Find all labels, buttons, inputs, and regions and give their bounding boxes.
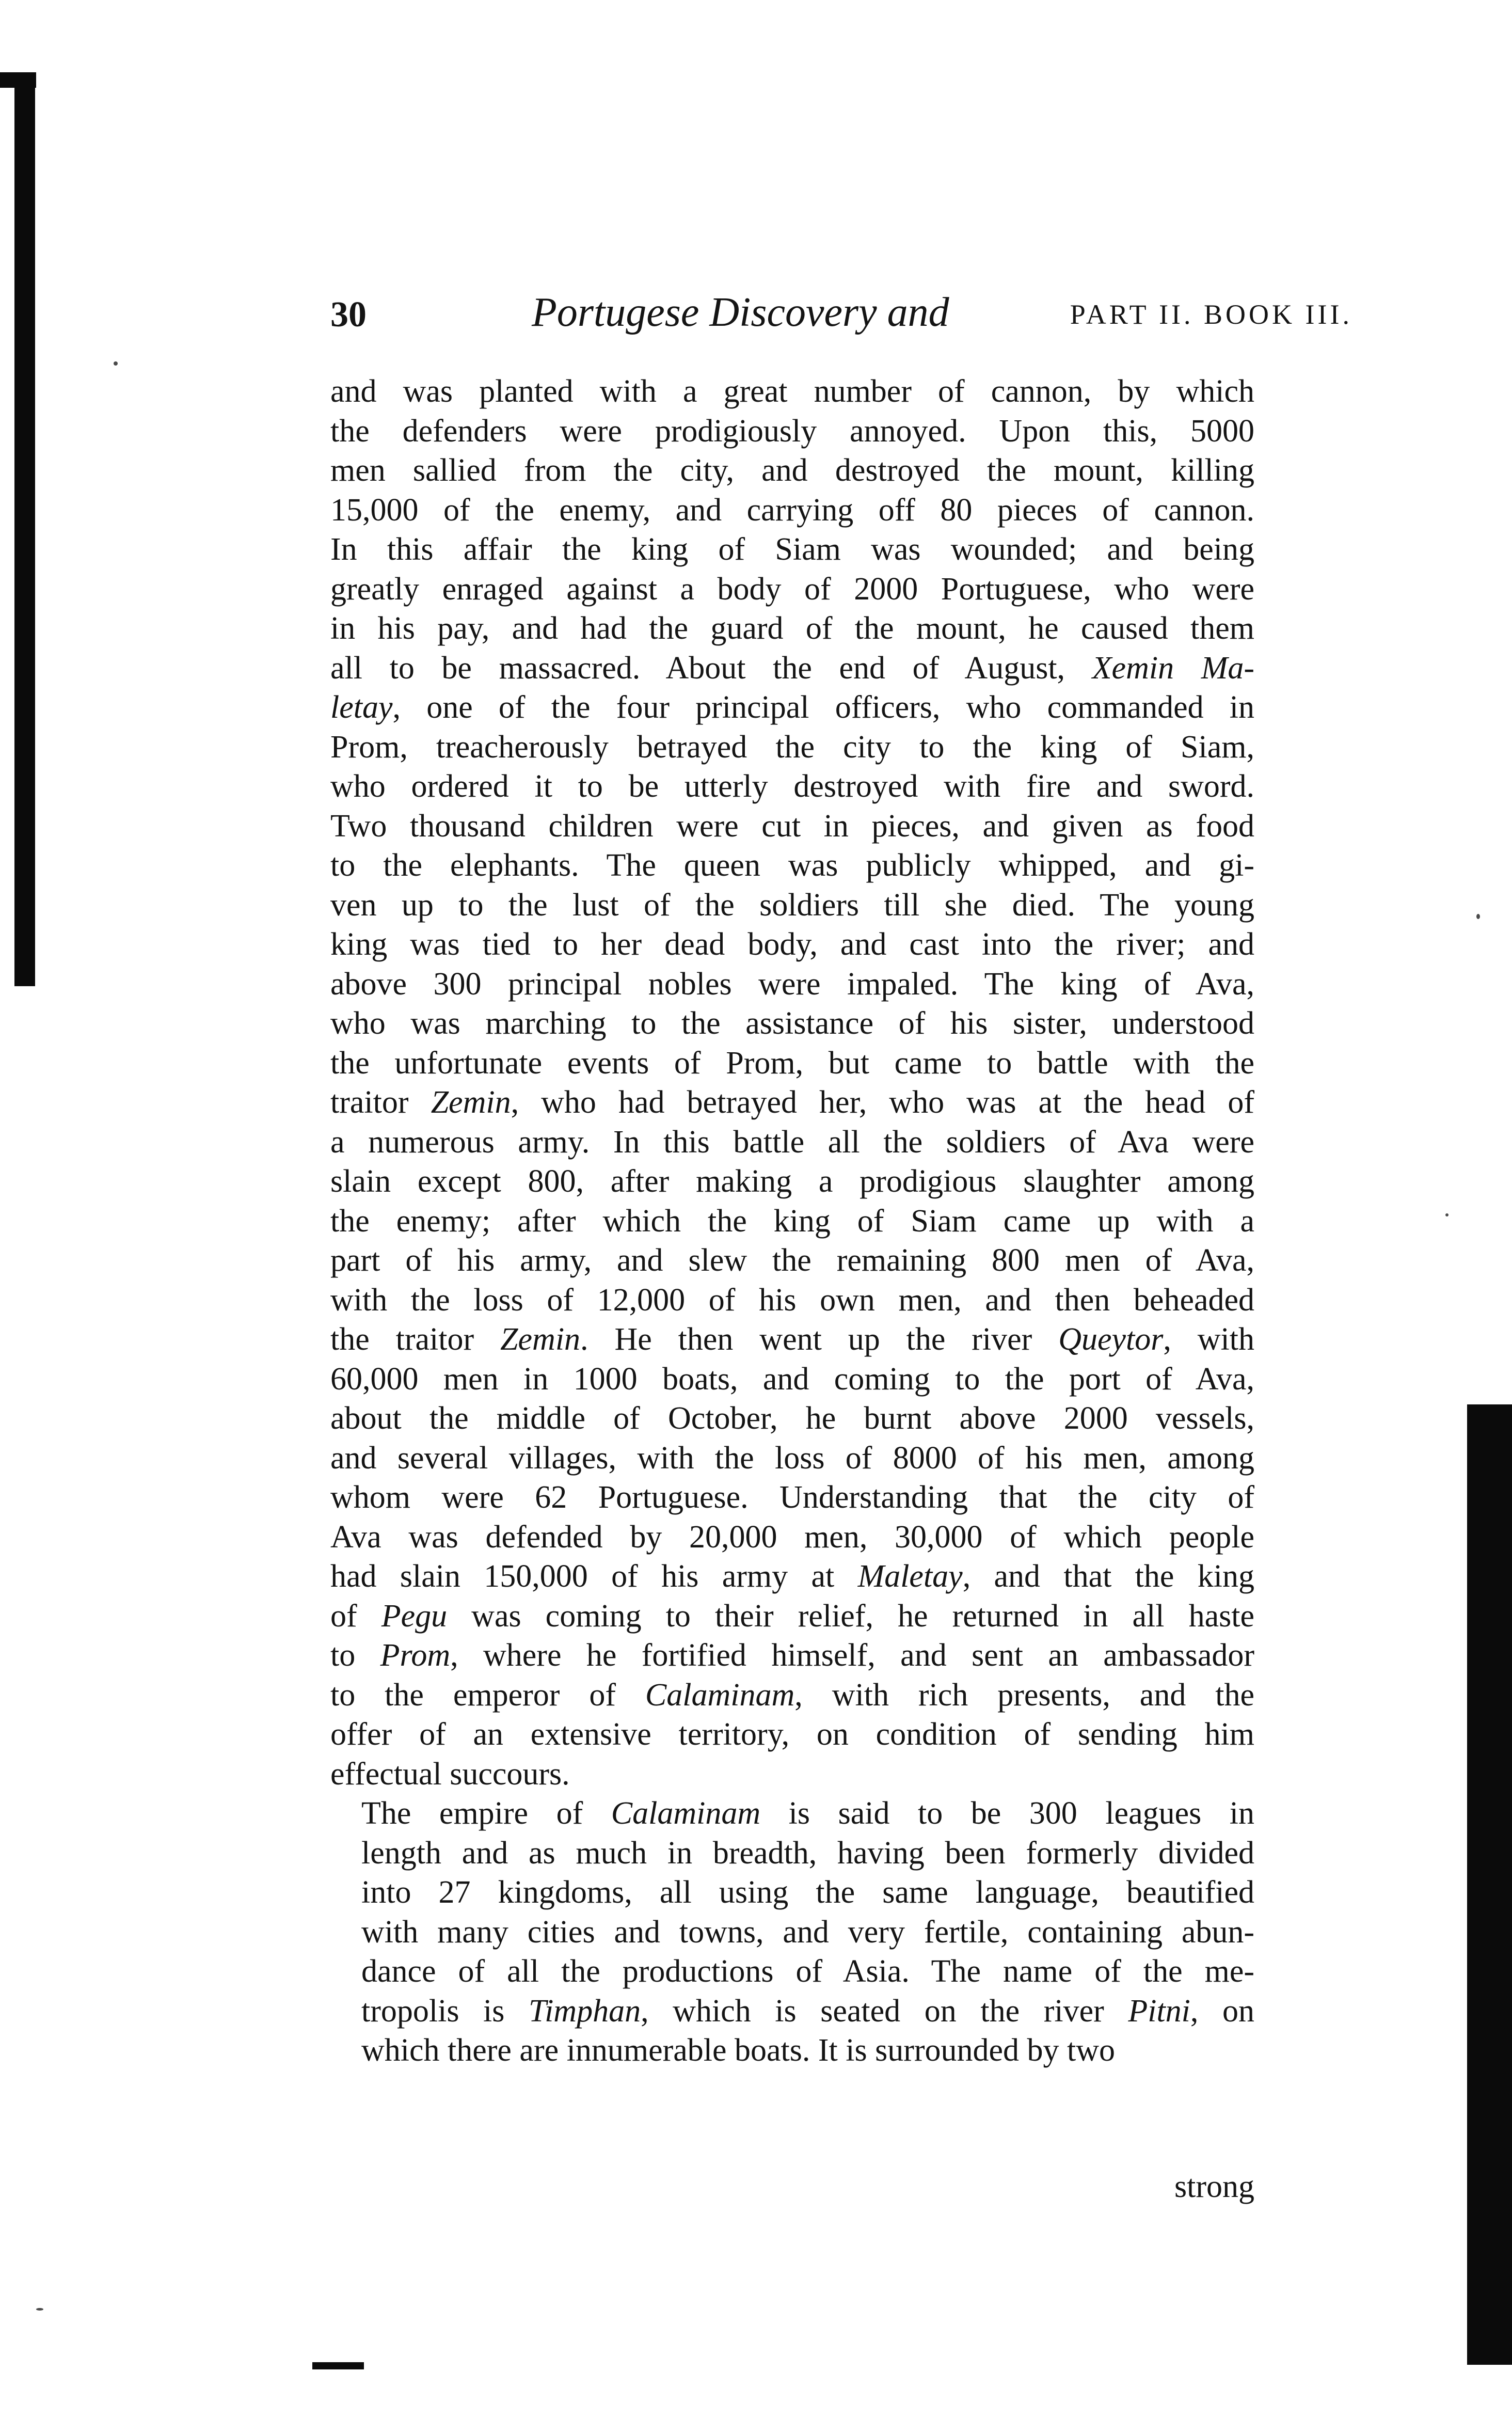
text-run: about the middle of October, he burnt above 2000 vessels, xyxy=(330,1401,1254,1436)
text-line xyxy=(330,688,1254,728)
text-line xyxy=(330,530,1254,570)
text-run: part of his army, and slew the remaining 800 men of Ava, xyxy=(330,1243,1254,1278)
text-line xyxy=(330,728,1254,767)
text-line xyxy=(330,1478,1254,1517)
text-line xyxy=(330,1675,1254,1715)
text-line xyxy=(330,886,1254,925)
text-run: dance of all the productions of Asia. The name of the me- xyxy=(361,1954,1254,1989)
italic-text: letay xyxy=(330,690,393,725)
text-line xyxy=(330,1912,1254,1952)
italic-text: Calaminam xyxy=(611,1796,761,1831)
text-line xyxy=(330,1438,1254,1478)
text-line xyxy=(330,1162,1254,1201)
italic-text: Pitni xyxy=(1128,1993,1190,2029)
italic-text: Prom xyxy=(380,1638,451,1673)
text-run: , who had betrayed her, who was at the head of xyxy=(511,1085,1254,1120)
text-run: 15,000 of the enemy, and carrying off 80 pieces of cannon. xyxy=(330,492,1254,528)
text-line xyxy=(330,1833,1254,1873)
text-run: In this affair the king of Siam was wounded; and being xyxy=(330,532,1254,567)
text-line xyxy=(330,1083,1254,1122)
text-line xyxy=(330,807,1254,846)
italic-text: Zemin xyxy=(431,1085,511,1120)
page-number: 30 xyxy=(330,295,367,335)
text-line xyxy=(330,1004,1254,1043)
text-run: the defenders were prodigiously annoyed. Upon this, 5000 xyxy=(330,413,1254,449)
page-edge-shadow-right xyxy=(1467,1404,1512,2365)
text-run: to xyxy=(330,1638,380,1673)
text-run: , which is seated on the river xyxy=(641,1993,1128,2029)
text-run: length and as much in breadth, having been formerly divided xyxy=(361,1835,1254,1871)
text-run: above 300 principal nobles were impaled. The king of Ava, xyxy=(330,966,1254,1002)
text-line xyxy=(330,1596,1254,1636)
text-run: was coming to their relief, he returned in all haste xyxy=(447,1598,1254,1634)
text-line xyxy=(330,649,1254,688)
italic-text: Maletay xyxy=(857,1559,963,1594)
italic-text: Zemin xyxy=(500,1322,581,1357)
text-run: to the emperor of xyxy=(330,1677,645,1713)
text-run: , with rich presents, and the xyxy=(794,1677,1255,1713)
text-line xyxy=(330,570,1254,609)
text-line xyxy=(330,964,1254,1004)
scan-speck xyxy=(1445,1213,1449,1216)
text-run: Two thousand children were cut in pieces, and given as food xyxy=(330,808,1254,844)
text-run: to the elephants. The queen was publicly whipped, and gi- xyxy=(330,848,1254,883)
text-line xyxy=(330,767,1254,807)
text-line xyxy=(330,1517,1254,1557)
text-run: of xyxy=(330,1598,381,1634)
text-line xyxy=(330,1201,1254,1241)
text-run: , and that the king xyxy=(962,1559,1254,1594)
text-run: the enemy; after which the king of Siam came up with a xyxy=(330,1203,1254,1239)
scan-speck xyxy=(36,2308,43,2311)
text-run: with many cities and towns, and very fertile, containing abun- xyxy=(361,1914,1254,1950)
text-run: 60,000 men in 1000 boats, and coming to the port of Ava, xyxy=(330,1361,1254,1397)
text-run: Prom, treacherously betrayed the city to the king of Siam, xyxy=(330,729,1254,765)
text-line xyxy=(330,609,1254,649)
text-line xyxy=(330,412,1254,451)
body-text xyxy=(330,372,1254,2070)
text-run: who ordered it to be utterly destroyed with fire and sword. xyxy=(330,769,1254,804)
text-run: offer of an extensive territory, on condition of sending him xyxy=(330,1717,1254,1752)
text-run: The empire of xyxy=(361,1796,611,1831)
text-line xyxy=(330,1043,1254,1083)
text-run: the traitor xyxy=(330,1322,501,1357)
running-header xyxy=(330,289,1352,346)
text-run: men sallied from the city, and destroyed the mount, killing xyxy=(330,453,1254,488)
text-run: had slain 150,000 of his army at xyxy=(330,1559,858,1594)
text-line xyxy=(330,1241,1254,1280)
text-run: all to be massacred. About the end of August, xyxy=(330,650,1092,686)
text-run: in his pay, and had the guard of the mount, he caused them xyxy=(330,611,1254,646)
text-line xyxy=(330,2031,1254,2070)
italic-text: Queytor xyxy=(1058,1322,1164,1357)
text-line xyxy=(330,846,1254,886)
text-run: into 27 kingdoms, all using the same language, beautified xyxy=(361,1875,1254,1910)
text-line xyxy=(330,1557,1254,1596)
part-book-label: PART II. BOOK III. xyxy=(1070,299,1352,330)
text-run: ven up to the lust of the soldiers till she died. The young xyxy=(330,887,1254,923)
binding-shadow-left xyxy=(14,77,35,986)
text-run: , one of the four principal officers, who commanded in xyxy=(392,690,1254,725)
text-run: whom were 62 Portuguese. Understanding that the city of xyxy=(330,1480,1254,1515)
scan-speck xyxy=(114,361,118,366)
text-line xyxy=(330,1359,1254,1399)
text-run: . He then went up the river xyxy=(580,1322,1059,1357)
text-run: , where he fortified himself, and sent an ambassador xyxy=(450,1638,1254,1673)
text-line xyxy=(330,451,1254,491)
text-run: and was planted with a great number of cannon, by which xyxy=(330,374,1254,409)
text-run: and several villages, with the loss of 8000 of his men, among xyxy=(330,1440,1254,1476)
paragraph xyxy=(330,372,1254,1794)
text-run: is said to be 300 leagues in xyxy=(760,1796,1254,1831)
text-run: slain except 800, after making a prodigious slaughter among xyxy=(330,1164,1254,1199)
text-line xyxy=(330,925,1254,964)
text-line xyxy=(330,1122,1254,1162)
text-line xyxy=(330,372,1254,412)
paragraph xyxy=(330,1794,1254,2070)
text-line xyxy=(330,491,1254,530)
scan-speck xyxy=(1476,914,1480,919)
text-line xyxy=(330,1399,1254,1438)
text-run: Ava was defended by 20,000 men, 30,000 of which people xyxy=(330,1519,1254,1555)
binding-edge-mark xyxy=(0,72,36,88)
text-line xyxy=(330,1636,1254,1675)
text-line xyxy=(330,1280,1254,1320)
text-run: the unfortunate events of Prom, but came to battle with the xyxy=(330,1045,1254,1081)
text-line xyxy=(330,1952,1254,1991)
text-line xyxy=(330,1794,1254,1833)
text-run: a numerous army. In this battle all the soldiers of Ava were xyxy=(330,1124,1254,1160)
text-line xyxy=(330,1320,1254,1359)
text-run: king was tied to her dead body, and cast into the river; and xyxy=(330,927,1254,962)
text-run: tropolis is xyxy=(361,1993,529,2029)
text-run: effectual succours. xyxy=(330,1756,570,1792)
text-line xyxy=(330,1991,1254,2031)
italic-text: Pegu xyxy=(381,1598,448,1634)
italic-text: Calaminam xyxy=(645,1677,795,1713)
text-line xyxy=(330,1715,1254,1754)
text-run: traitor xyxy=(330,1085,431,1120)
italic-text: Xemin Ma- xyxy=(1092,650,1254,686)
text-run: who was marching to the assistance of his sister, understood xyxy=(330,1006,1254,1041)
text-run: with the loss of 12,000 of his own men, and then beheaded xyxy=(330,1282,1254,1318)
catchword: strong xyxy=(1174,2169,1254,2204)
text-line xyxy=(330,1754,1254,1794)
text-run: , on xyxy=(1190,1993,1255,2029)
running-title: Portugese Discovery and xyxy=(532,290,949,335)
text-run: which there are innumerable boats. It is surrounded by two xyxy=(361,2033,1116,2068)
italic-text: Timphan xyxy=(529,1993,641,2029)
bottom-ink-mark xyxy=(312,2362,364,2369)
text-run: , with xyxy=(1163,1322,1255,1357)
text-line xyxy=(330,1873,1254,1912)
text-run: greatly enraged against a body of 2000 Portuguese, who were xyxy=(330,571,1254,607)
